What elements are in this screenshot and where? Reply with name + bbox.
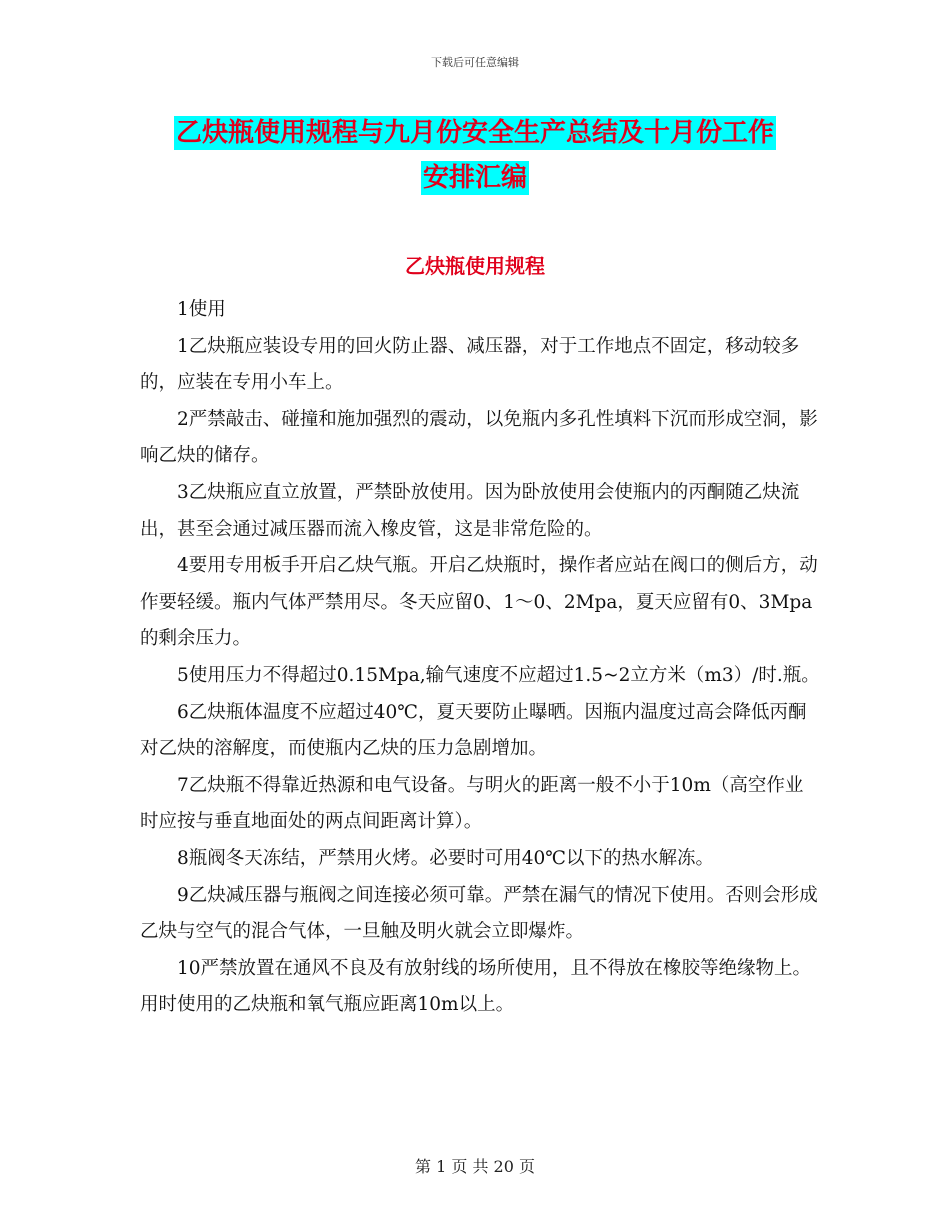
paragraph-rule-4: 4要用专用板手开启乙炔气瓶。开启乙炔瓶时，操作者应站在阀口的侧后方，动作要轻缓。瓶内气体严禁用尽。冬天应留0、1～0、2Mpa，夏天应留有0、3Mpa的剩余压力。 xyxy=(140,555,818,650)
paragraph-rule-8: 8瓶阀冬天冻结，严禁用火烤。必要时可用40℃以下的热水解冻。 xyxy=(177,847,715,869)
document-body xyxy=(140,292,820,1024)
header-note: 下载后可任意编辑 xyxy=(431,56,519,69)
paragraph-rule-2: 2严禁敲击、碰撞和施加强烈的震动，以免瓶内多孔性填料下沉而形成空洞，影响乙炔的储存。 xyxy=(140,408,818,467)
paragraph-heading-use: 1使用 xyxy=(177,299,226,320)
document-title-line-2-text: 安排汇编 xyxy=(422,163,527,193)
section-title: 乙炔瓶使用规程 xyxy=(405,254,545,278)
document-title-line-2 xyxy=(0,157,950,194)
paragraph-rule-5: 5使用压力不得超过0.15Mpa,输气速度不应超过1.5~2立方米（m3）/时.瓶。 xyxy=(177,664,820,686)
paragraph-rule-1: 1乙炔瓶应装设专用的回火防止器、减压器，对于工作地点不固定，移动较多的，应装在专用小车上。 xyxy=(140,335,800,394)
paragraph-rule-10: 10严禁放置在通风不良及有放射线的场所使用，且不得放在橡胶等绝缘物上。用时使用的乙炔瓶和氧气瓶应距离10m以上。 xyxy=(140,957,812,1016)
document-title-line-1 xyxy=(0,112,950,149)
paragraph-rule-3: 3乙炔瓶应直立放置，严禁卧放使用。因为卧放使用会使瓶内的丙酮随乙炔流出，甚至会通过减压器而流入橡皮管，这是非常危险的。 xyxy=(140,481,800,540)
paragraph-rule-7: 7乙炔瓶不得靠近热源和电气设备。与明火的距离一般不小于10m（高空作业时应按与垂直地面处的两点间距离计算）。 xyxy=(140,774,804,833)
page-footer: 第 1 页 共 20 页 xyxy=(415,1157,535,1176)
document-title-line-1-text: 乙炔瓶使用规程与九月份安全生产总结及十月份工作 xyxy=(175,118,774,148)
paragraph-rule-9: 9乙炔减压器与瓶阀之间连接必须可靠。严禁在漏气的情况下使用。否则会形成乙炔与空气的混合气体，一旦触及明火就会立即爆炸。 xyxy=(140,884,818,943)
paragraph-rule-6: 6乙炔瓶体温度不应超过40℃，夏天要防止曝晒。因瓶内温度过高会降低丙酮对乙炔的溶解度，而使瓶内乙炔的压力急剧增加。 xyxy=(140,701,807,760)
